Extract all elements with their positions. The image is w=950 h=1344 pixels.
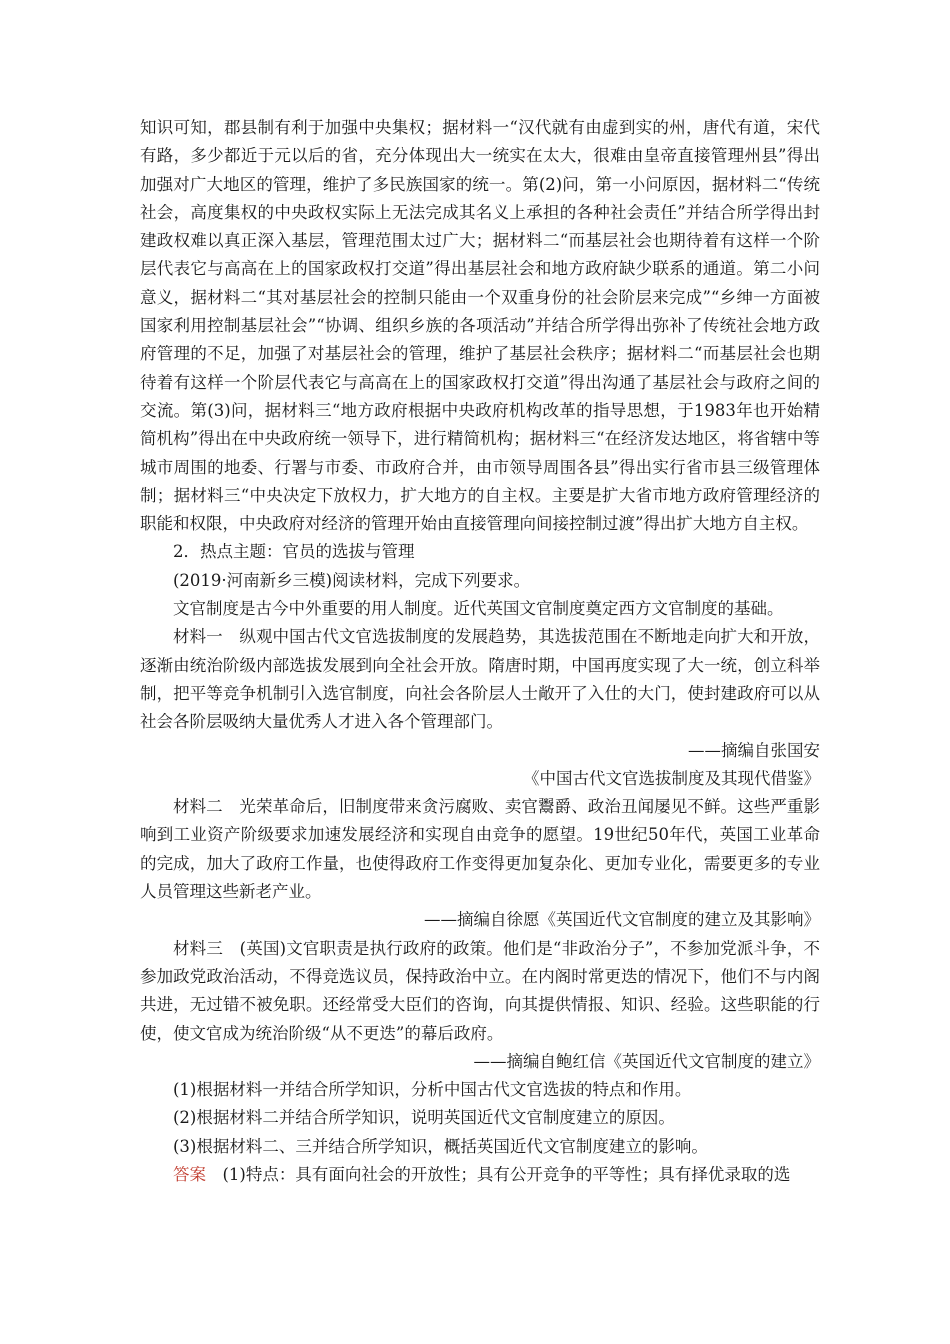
material-one-citation-author: ——摘编自张国安 bbox=[688, 740, 820, 760]
answer-text: (1)特点：具有面向社会的开放性；具有公开竞争的平等性；具有择优录取的选 bbox=[206, 1164, 791, 1184]
question-source: (2019·河南新乡三模)阅读材料，完成下列要求。 bbox=[173, 570, 531, 590]
material-three-citation: ——摘编自鲍红信《英国近代文官制度的建立》 bbox=[473, 1051, 820, 1071]
question-heading: 2．热点主题：官员的选拔与管理 bbox=[173, 542, 415, 562]
material-two: 材料二 光荣革命后，旧制度带来贪污腐败、卖官鬻爵、政治丑闻屡见不鲜。这些严重影响到工业资产阶级要求加速发展经济和实现自由竞争的愿望。19世纪50年代，英国工业革命的完成，加大了政府工作量，也使得政府工作变得更加复杂化、更加专业化，需要更多的专业人员管理这些新老产业。 bbox=[140, 797, 820, 902]
material-one: 材料一 纵观中国古代文官选拔制度的发展趋势，其选拔范围在不断地走向扩大和开放，逐渐由统治阶级内部选拔发展到向全社会开放。隋唐时期，中国再度实现了大一统，创立科举制，把平等竞争机制引入选官制度，向社会各阶层人士敞开了入仕的大门，使封建政府可以从社会各阶层吸纳大量优秀人才进入各个管理部门。 bbox=[140, 627, 820, 732]
material-two-citation: ——摘编自徐愿《英国近代文官制度的建立及其影响》 bbox=[424, 910, 820, 930]
answer-label: 答案 bbox=[173, 1164, 206, 1184]
document-page bbox=[140, 114, 820, 1189]
task-3: (3)根据材料二、三并结合所学知识，概括英国近代文官制度建立的影响。 bbox=[173, 1136, 708, 1156]
task-2: (2)根据材料二并结合所学知识，说明英国近代文官制度建立的原因。 bbox=[173, 1108, 675, 1128]
material-one-citation-title: 《中国古代文官选拔制度及其现代借鉴》 bbox=[523, 768, 820, 788]
analysis-paragraph: 知识可知，郡县制有利于加强中央集权；据材料一“汉代就有由虚到实的州，唐代有道，宋代有路，多少都近于元以后的省，充分体现出大一统实在太大，很难由皇帝直接管理州县”得出加强对广大地区的管理，维护了多民族国家的统一。第(2)问，第一小问原因，据材料二“传统社会，高度集权的中央政权实际上无法完成其名义上承担的各种社会责任”并结合所学得出封建政权难以真正深入基层，管理范围太过广大；据材料二“而基层社会也期待着有这样一个阶层代表它与高高在上的国家政权打交道”得出基层社会和地方政府缺少联系的通道。第二小问意义，据材料二“其对基层社会的控制只能由一个双重身份的社会阶层来完成”“乡绅一方面被国家利用控制基层社会”“协调、组织乡族的各项活动”并结合所学得出弥补了传统社会地方政府管理的不足，加强了对基层社会的管理，维护了基层社会秩序；据材料二“而基层社会也期待着有这样一个阶层代表它与高高在上的国家政权打交道”得出沟通了基层社会与政府之间的交流。第(3)问，据材料三“地方政府根据中央政府机构改革的指导思想，于1983年也开始精简机构”得出在中央政府统一领导下，进行精简机构；据材料三“在经济发达地区，将省辖中等城市周围的地委、行署与市委、市政府合并，由市领导周围各县”得出实行省市县三级管理体制；据材料三“中央决定下放权力，扩大地方的自主权。主要是扩大省市地方政府管理经济的职能和权限，中央政府对经济的管理开始由直接管理向间接控制过渡”得出扩大地方自主权。 bbox=[140, 118, 820, 534]
material-three: 材料三 (英国)文官职责是执行政府的政策。他们是“非政治分子”，不参加党派斗争，不参加政党政治活动，不得竞选议员，保持政治中立。在内阁时常更迭的情况下，他们不与内阁共进，无过错不被免职。还经常受大臣们的咨询，向其提供情报、知识、经验。这些职能的行使，使文官成为统治阶级“从不更迭”的幕后政府。 bbox=[140, 938, 820, 1043]
question-intro: 文官制度是古今中外重要的用人制度。近代英国文官制度奠定西方文官制度的基础。 bbox=[173, 599, 784, 619]
task-1: (1)根据材料一并结合所学知识，分析中国古代文官选拔的特点和作用。 bbox=[173, 1080, 692, 1100]
answer-paragraph bbox=[140, 1161, 820, 1189]
